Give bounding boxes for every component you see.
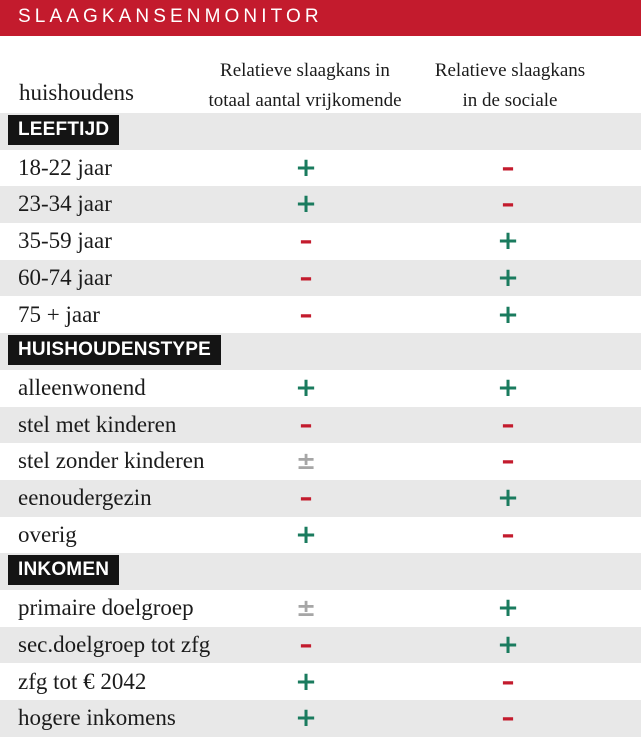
row-label: stel met kinderen: [18, 411, 177, 437]
row-label: 75 + jaar: [18, 301, 100, 327]
table-row: [0, 407, 641, 444]
plus-icon: +: [497, 299, 519, 330]
minus-icon: –: [501, 446, 515, 477]
plus-icon: +: [497, 483, 519, 513]
plus-icon: +: [497, 372, 519, 403]
table-row: [0, 370, 641, 407]
plus-icon: +: [295, 703, 317, 734]
plus-icon: +: [295, 189, 317, 220]
minus-icon: –: [299, 226, 313, 257]
row-label: 23-34 jaar: [18, 191, 112, 217]
minus-icon: –: [501, 189, 515, 220]
section-header: [0, 333, 641, 370]
minus-icon: –: [501, 666, 515, 697]
column-header-1: Relatieve slaagkans in totaal aantal vrijkomende: [208, 60, 402, 111]
table-row: [0, 627, 641, 664]
row-label: stel zonder kinderen: [18, 448, 205, 474]
plus-icon: +: [497, 226, 519, 257]
plus-icon: +: [497, 262, 519, 293]
plus-icon: +: [295, 666, 317, 697]
table-row: [0, 186, 641, 223]
table-row: [0, 700, 641, 737]
minus-icon: –: [299, 629, 313, 660]
row-label: 35-59 jaar: [18, 228, 112, 254]
row-label: 18-22 jaar: [18, 154, 112, 180]
row-label: overig: [18, 521, 77, 547]
minus-icon: –: [299, 299, 313, 330]
table-row: [0, 150, 641, 187]
table-row: [0, 590, 641, 627]
section-tag: LEEFTIJD: [8, 115, 119, 145]
table-row: [0, 223, 641, 260]
title-bar: [0, 0, 641, 36]
minus-icon: –: [501, 703, 515, 734]
row-label: 60-74 jaar: [18, 264, 112, 290]
table-row: [0, 664, 641, 701]
page-title: SLAAGKANSENMONITOR: [18, 6, 323, 27]
plus-icon: +: [295, 372, 317, 403]
plus-icon: +: [497, 593, 519, 624]
minus-icon: –: [299, 409, 313, 440]
plus-icon: +: [295, 152, 317, 183]
minus-icon: –: [299, 483, 313, 513]
table-row: [0, 480, 641, 517]
table-row: [0, 297, 641, 334]
table-row: [0, 443, 641, 480]
plus-icon: +: [295, 519, 317, 550]
row-label: primaire doelgroep: [18, 595, 194, 621]
row-label: alleenwonend: [18, 374, 146, 400]
plus-minus-icon: ±: [295, 594, 317, 623]
minus-icon: –: [501, 519, 515, 550]
row-header-label: huishoudens: [19, 80, 134, 105]
table-row: [0, 517, 641, 554]
section-tag: HUISHOUDENSTYPE: [8, 335, 221, 365]
minus-icon: –: [501, 409, 515, 440]
row-label: sec.doelgroep tot zfg: [18, 631, 211, 657]
minus-icon: –: [501, 152, 515, 183]
column-header-2: Relatieve slaagkans in de sociale: [434, 60, 586, 111]
row-label: zfg tot € 2042: [18, 668, 147, 694]
row-label: hogere inkomens: [18, 705, 176, 731]
plus-icon: +: [497, 629, 519, 660]
section-tag: INKOMEN: [8, 555, 119, 585]
section-header: [0, 553, 641, 590]
table-row: [0, 260, 641, 297]
minus-icon: –: [299, 262, 313, 293]
section-header: [0, 113, 641, 150]
plus-minus-icon: ±: [295, 447, 317, 476]
row-label: eenoudergezin: [18, 485, 152, 510]
